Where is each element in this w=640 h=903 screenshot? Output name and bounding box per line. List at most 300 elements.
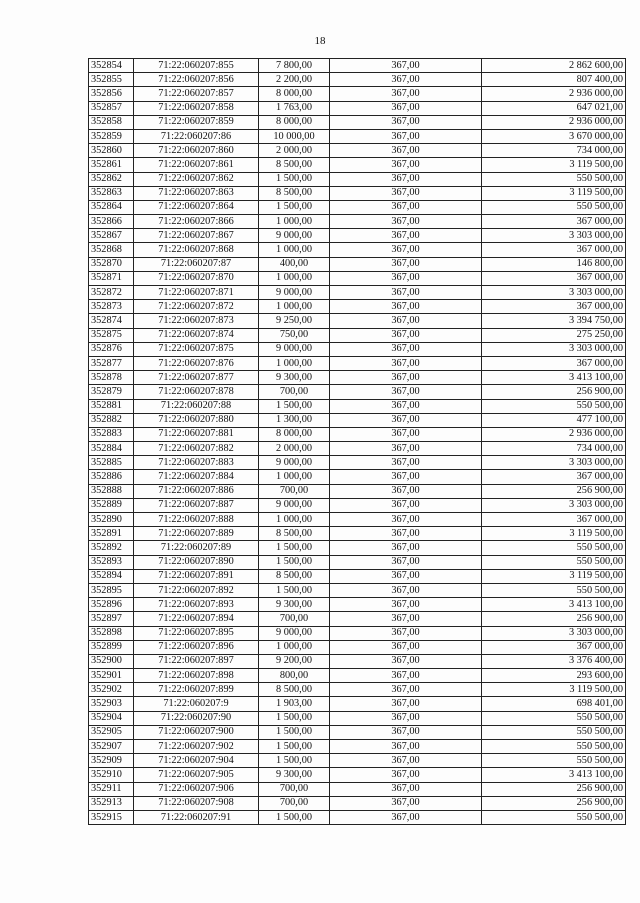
unit-value-cell: 367,00 bbox=[330, 697, 482, 711]
area-cell: 1 000,00 bbox=[259, 470, 330, 484]
unit-value-cell: 367,00 bbox=[330, 711, 482, 725]
record-number-cell: 352864 bbox=[89, 200, 134, 214]
area-cell: 1 500,00 bbox=[259, 399, 330, 413]
record-number-cell: 352885 bbox=[89, 456, 134, 470]
area-cell: 8 000,00 bbox=[259, 427, 330, 441]
record-number-cell: 352861 bbox=[89, 158, 134, 172]
page-number: 18 bbox=[314, 35, 326, 47]
cadastral-value-cell: 2 936 000,00 bbox=[482, 115, 626, 129]
area-cell: 9 000,00 bbox=[259, 456, 330, 470]
cadastral-value-cell: 293 600,00 bbox=[482, 669, 626, 683]
record-number-cell: 352870 bbox=[89, 257, 134, 271]
cadastral-number-cell: 71:22:060207:873 bbox=[134, 314, 259, 328]
area-cell: 8 500,00 bbox=[259, 683, 330, 697]
record-number-cell: 352856 bbox=[89, 87, 134, 101]
cadastral-value-cell: 256 900,00 bbox=[482, 796, 626, 810]
record-number-cell: 352888 bbox=[89, 484, 134, 498]
area-cell: 1 500,00 bbox=[259, 583, 330, 597]
cadastral-number-cell: 71:22:060207:902 bbox=[134, 740, 259, 754]
cadastral-value-cell: 256 900,00 bbox=[482, 612, 626, 626]
cadastral-number-cell: 71:22:060207:893 bbox=[134, 598, 259, 612]
table-row bbox=[89, 87, 626, 101]
cadastral-value-cell: 3 119 500,00 bbox=[482, 186, 626, 200]
record-number-cell: 352897 bbox=[89, 612, 134, 626]
cadastral-value-cell: 367 000,00 bbox=[482, 640, 626, 654]
area-cell: 400,00 bbox=[259, 257, 330, 271]
cadastral-value-cell: 550 500,00 bbox=[482, 711, 626, 725]
area-cell: 2 000,00 bbox=[259, 144, 330, 158]
record-number-cell: 352881 bbox=[89, 399, 134, 413]
unit-value-cell: 367,00 bbox=[330, 654, 482, 668]
table-row bbox=[89, 470, 626, 484]
unit-value-cell: 367,00 bbox=[330, 427, 482, 441]
table-row bbox=[89, 654, 626, 668]
record-number-cell: 352886 bbox=[89, 470, 134, 484]
record-number-cell: 352889 bbox=[89, 498, 134, 512]
record-number-cell: 352900 bbox=[89, 654, 134, 668]
unit-value-cell: 367,00 bbox=[330, 129, 482, 143]
unit-value-cell: 367,00 bbox=[330, 101, 482, 115]
record-number-cell: 352876 bbox=[89, 342, 134, 356]
unit-value-cell: 367,00 bbox=[330, 768, 482, 782]
table-row bbox=[89, 399, 626, 413]
record-number-cell: 352898 bbox=[89, 626, 134, 640]
table-row bbox=[89, 513, 626, 527]
cadastral-value-cell: 550 500,00 bbox=[482, 555, 626, 569]
record-number-cell: 352901 bbox=[89, 669, 134, 683]
table-row bbox=[89, 484, 626, 498]
unit-value-cell: 367,00 bbox=[330, 484, 482, 498]
cadastral-value-cell: 2 936 000,00 bbox=[482, 87, 626, 101]
cadastral-value-cell: 367 000,00 bbox=[482, 300, 626, 314]
table-row bbox=[89, 555, 626, 569]
cadastral-number-cell: 71:22:060207:872 bbox=[134, 300, 259, 314]
unit-value-cell: 367,00 bbox=[330, 640, 482, 654]
area-cell: 9 000,00 bbox=[259, 342, 330, 356]
cadastral-value-cell: 367 000,00 bbox=[482, 271, 626, 285]
cadastral-number-cell: 71:22:060207:905 bbox=[134, 768, 259, 782]
table-row bbox=[89, 442, 626, 456]
cadastral-number-cell: 71:22:060207:88 bbox=[134, 399, 259, 413]
area-cell: 800,00 bbox=[259, 669, 330, 683]
area-cell: 1 500,00 bbox=[259, 555, 330, 569]
record-number-cell: 352868 bbox=[89, 243, 134, 257]
record-number-cell: 352857 bbox=[89, 101, 134, 115]
area-cell: 1 763,00 bbox=[259, 101, 330, 115]
unit-value-cell: 367,00 bbox=[330, 626, 482, 640]
cadastral-value-cell: 734 000,00 bbox=[482, 144, 626, 158]
record-number-cell: 352875 bbox=[89, 328, 134, 342]
unit-value-cell: 367,00 bbox=[330, 186, 482, 200]
cadastral-value-cell: 3 119 500,00 bbox=[482, 569, 626, 583]
table-row bbox=[89, 697, 626, 711]
cadastral-number-cell: 71:22:060207:897 bbox=[134, 654, 259, 668]
unit-value-cell: 367,00 bbox=[330, 498, 482, 512]
unit-value-cell: 367,00 bbox=[330, 385, 482, 399]
cadastral-number-cell: 71:22:060207:86 bbox=[134, 129, 259, 143]
table-row bbox=[89, 683, 626, 697]
area-cell: 700,00 bbox=[259, 484, 330, 498]
cadastral-value-cell: 3 303 000,00 bbox=[482, 286, 626, 300]
unit-value-cell: 367,00 bbox=[330, 669, 482, 683]
area-cell: 1 500,00 bbox=[259, 172, 330, 186]
record-number-cell: 352854 bbox=[89, 59, 134, 73]
cadastral-number-cell: 71:22:060207:895 bbox=[134, 626, 259, 640]
table-row bbox=[89, 782, 626, 796]
record-number-cell: 352879 bbox=[89, 385, 134, 399]
unit-value-cell: 367,00 bbox=[330, 541, 482, 555]
cadastral-number-cell: 71:22:060207:861 bbox=[134, 158, 259, 172]
cadastral-number-cell: 71:22:060207:887 bbox=[134, 498, 259, 512]
area-cell: 1 000,00 bbox=[259, 356, 330, 370]
cadastral-value-cell: 256 900,00 bbox=[482, 385, 626, 399]
cadastral-number-cell: 71:22:060207:894 bbox=[134, 612, 259, 626]
unit-value-cell: 367,00 bbox=[330, 583, 482, 597]
cadastral-value-cell: 3 670 000,00 bbox=[482, 129, 626, 143]
record-number-cell: 352858 bbox=[89, 115, 134, 129]
unit-value-cell: 367,00 bbox=[330, 683, 482, 697]
unit-value-cell: 367,00 bbox=[330, 456, 482, 470]
record-number-cell: 352873 bbox=[89, 300, 134, 314]
area-cell: 9 000,00 bbox=[259, 626, 330, 640]
unit-value-cell: 367,00 bbox=[330, 356, 482, 370]
record-number-cell: 352882 bbox=[89, 413, 134, 427]
area-cell: 8 500,00 bbox=[259, 158, 330, 172]
cadastral-number-cell: 71:22:060207:886 bbox=[134, 484, 259, 498]
area-cell: 9 000,00 bbox=[259, 286, 330, 300]
record-number-cell: 352867 bbox=[89, 229, 134, 243]
cadastral-value-cell: 3 119 500,00 bbox=[482, 683, 626, 697]
area-cell: 1 500,00 bbox=[259, 754, 330, 768]
unit-value-cell: 367,00 bbox=[330, 229, 482, 243]
cadastral-value-cell: 647 021,00 bbox=[482, 101, 626, 115]
table-row bbox=[89, 172, 626, 186]
cadastral-value-cell: 734 000,00 bbox=[482, 442, 626, 456]
table-row bbox=[89, 598, 626, 612]
cadastral-number-cell: 71:22:060207:880 bbox=[134, 413, 259, 427]
cadastral-number-cell: 71:22:060207:906 bbox=[134, 782, 259, 796]
area-cell: 700,00 bbox=[259, 796, 330, 810]
cadastral-value-cell: 807 400,00 bbox=[482, 73, 626, 87]
record-number-cell: 352883 bbox=[89, 427, 134, 441]
unit-value-cell: 367,00 bbox=[330, 470, 482, 484]
table-row bbox=[89, 768, 626, 782]
unit-value-cell: 367,00 bbox=[330, 796, 482, 810]
table-row bbox=[89, 413, 626, 427]
cadastral-value-cell: 367 000,00 bbox=[482, 470, 626, 484]
unit-value-cell: 367,00 bbox=[330, 328, 482, 342]
cadastral-value-cell: 3 376 400,00 bbox=[482, 654, 626, 668]
cadastral-number-cell: 71:22:060207:896 bbox=[134, 640, 259, 654]
table-row bbox=[89, 229, 626, 243]
cadastral-number-cell: 71:22:060207:889 bbox=[134, 527, 259, 541]
table-row bbox=[89, 527, 626, 541]
cadastral-number-cell: 71:22:060207:868 bbox=[134, 243, 259, 257]
unit-value-cell: 367,00 bbox=[330, 555, 482, 569]
cadastral-number-cell: 71:22:060207:908 bbox=[134, 796, 259, 810]
unit-value-cell: 367,00 bbox=[330, 725, 482, 739]
area-cell: 750,00 bbox=[259, 328, 330, 342]
cadastral-number-cell: 71:22:060207:857 bbox=[134, 87, 259, 101]
table-row bbox=[89, 243, 626, 257]
area-cell: 8 500,00 bbox=[259, 527, 330, 541]
area-cell: 1 500,00 bbox=[259, 740, 330, 754]
area-cell: 9 250,00 bbox=[259, 314, 330, 328]
cadastral-value-cell: 698 401,00 bbox=[482, 697, 626, 711]
area-cell: 700,00 bbox=[259, 782, 330, 796]
cadastral-value-cell: 3 413 100,00 bbox=[482, 598, 626, 612]
cadastral-value-cell: 367 000,00 bbox=[482, 243, 626, 257]
table-row bbox=[89, 626, 626, 640]
area-cell: 1 500,00 bbox=[259, 725, 330, 739]
cadastral-number-cell: 71:22:060207:856 bbox=[134, 73, 259, 87]
cadastral-value-cell: 2 936 000,00 bbox=[482, 427, 626, 441]
unit-value-cell: 367,00 bbox=[330, 115, 482, 129]
cadastral-value-cell: 3 303 000,00 bbox=[482, 229, 626, 243]
cadastral-number-cell: 71:22:060207:860 bbox=[134, 144, 259, 158]
cadastral-value-cell: 550 500,00 bbox=[482, 399, 626, 413]
area-cell: 8 500,00 bbox=[259, 186, 330, 200]
record-number-cell: 352907 bbox=[89, 740, 134, 754]
table-row bbox=[89, 725, 626, 739]
table-row bbox=[89, 215, 626, 229]
area-cell: 1 500,00 bbox=[259, 200, 330, 214]
table-row bbox=[89, 754, 626, 768]
cadastral-number-cell: 71:22:060207:876 bbox=[134, 356, 259, 370]
unit-value-cell: 367,00 bbox=[330, 286, 482, 300]
record-number-cell: 352859 bbox=[89, 129, 134, 143]
unit-value-cell: 367,00 bbox=[330, 87, 482, 101]
area-cell: 2 200,00 bbox=[259, 73, 330, 87]
table-body bbox=[89, 59, 626, 825]
cadastral-number-cell: 71:22:060207:87 bbox=[134, 257, 259, 271]
unit-value-cell: 367,00 bbox=[330, 569, 482, 583]
unit-value-cell: 367,00 bbox=[330, 200, 482, 214]
record-number-cell: 352891 bbox=[89, 527, 134, 541]
cadastral-value-cell: 367 000,00 bbox=[482, 356, 626, 370]
area-cell: 1 500,00 bbox=[259, 711, 330, 725]
table-row bbox=[89, 640, 626, 654]
table-row bbox=[89, 257, 626, 271]
table-row bbox=[89, 158, 626, 172]
cadastral-value-cell: 3 303 000,00 bbox=[482, 342, 626, 356]
cadastral-value-cell: 550 500,00 bbox=[482, 583, 626, 597]
area-cell: 1 000,00 bbox=[259, 215, 330, 229]
area-cell: 9 300,00 bbox=[259, 598, 330, 612]
cadastral-number-cell: 71:22:060207:877 bbox=[134, 371, 259, 385]
cadastral-value-cell: 3 119 500,00 bbox=[482, 527, 626, 541]
cadastral-number-cell: 71:22:060207:878 bbox=[134, 385, 259, 399]
table-row bbox=[89, 328, 626, 342]
record-number-cell: 352895 bbox=[89, 583, 134, 597]
record-number-cell: 352899 bbox=[89, 640, 134, 654]
area-cell: 10 000,00 bbox=[259, 129, 330, 143]
record-number-cell: 352862 bbox=[89, 172, 134, 186]
table-row bbox=[89, 300, 626, 314]
record-number-cell: 352871 bbox=[89, 271, 134, 285]
unit-value-cell: 367,00 bbox=[330, 612, 482, 626]
unit-value-cell: 367,00 bbox=[330, 144, 482, 158]
table-row bbox=[89, 73, 626, 87]
cadastral-number-cell: 71:22:060207:884 bbox=[134, 470, 259, 484]
record-number-cell: 352892 bbox=[89, 541, 134, 555]
area-cell: 700,00 bbox=[259, 385, 330, 399]
table-row bbox=[89, 342, 626, 356]
table-row bbox=[89, 271, 626, 285]
cadastral-number-cell: 71:22:060207:870 bbox=[134, 271, 259, 285]
cadastral-number-cell: 71:22:060207:867 bbox=[134, 229, 259, 243]
cadastral-number-cell: 71:22:060207:866 bbox=[134, 215, 259, 229]
table-row bbox=[89, 385, 626, 399]
record-number-cell: 352863 bbox=[89, 186, 134, 200]
record-number-cell: 352896 bbox=[89, 598, 134, 612]
cadastral-value-cell: 256 900,00 bbox=[482, 484, 626, 498]
area-cell: 9 000,00 bbox=[259, 229, 330, 243]
record-number-cell: 352902 bbox=[89, 683, 134, 697]
record-number-cell: 352915 bbox=[89, 810, 134, 824]
area-cell: 1 000,00 bbox=[259, 271, 330, 285]
cadastral-value-cell: 550 500,00 bbox=[482, 810, 626, 824]
area-cell: 1 000,00 bbox=[259, 300, 330, 314]
table-row bbox=[89, 669, 626, 683]
table-row bbox=[89, 356, 626, 370]
record-number-cell: 352874 bbox=[89, 314, 134, 328]
area-cell: 9 300,00 bbox=[259, 371, 330, 385]
table-row bbox=[89, 371, 626, 385]
record-number-cell: 352903 bbox=[89, 697, 134, 711]
record-number-cell: 352910 bbox=[89, 768, 134, 782]
unit-value-cell: 367,00 bbox=[330, 257, 482, 271]
unit-value-cell: 367,00 bbox=[330, 172, 482, 186]
cadastral-value-cell: 3 413 100,00 bbox=[482, 768, 626, 782]
cadastral-value-cell: 146 800,00 bbox=[482, 257, 626, 271]
unit-value-cell: 367,00 bbox=[330, 243, 482, 257]
cadastral-value-cell: 550 500,00 bbox=[482, 725, 626, 739]
table-row bbox=[89, 115, 626, 129]
cadastral-number-cell: 71:22:060207:904 bbox=[134, 754, 259, 768]
cadastral-number-cell: 71:22:060207:899 bbox=[134, 683, 259, 697]
cadastral-value-cell: 3 413 100,00 bbox=[482, 371, 626, 385]
cadastral-number-cell: 71:22:060207:882 bbox=[134, 442, 259, 456]
cadastral-number-cell: 71:22:060207:871 bbox=[134, 286, 259, 300]
area-cell: 9 200,00 bbox=[259, 654, 330, 668]
cadastral-number-cell: 71:22:060207:898 bbox=[134, 669, 259, 683]
area-cell: 7 800,00 bbox=[259, 59, 330, 73]
record-number-cell: 352893 bbox=[89, 555, 134, 569]
cadastral-value-cell: 367 000,00 bbox=[482, 513, 626, 527]
cadastral-number-cell: 71:22:060207:890 bbox=[134, 555, 259, 569]
unit-value-cell: 367,00 bbox=[330, 59, 482, 73]
area-cell: 8 000,00 bbox=[259, 87, 330, 101]
unit-value-cell: 367,00 bbox=[330, 314, 482, 328]
record-number-cell: 352905 bbox=[89, 725, 134, 739]
record-number-cell: 352911 bbox=[89, 782, 134, 796]
table-row bbox=[89, 796, 626, 810]
cadastral-number-cell: 71:22:060207:9 bbox=[134, 697, 259, 711]
unit-value-cell: 367,00 bbox=[330, 442, 482, 456]
table-row bbox=[89, 740, 626, 754]
table-row bbox=[89, 810, 626, 824]
unit-value-cell: 367,00 bbox=[330, 399, 482, 413]
table-row bbox=[89, 129, 626, 143]
cadastral-value-cell: 550 500,00 bbox=[482, 740, 626, 754]
cadastral-number-cell: 71:22:060207:855 bbox=[134, 59, 259, 73]
cadastral-value-cell: 3 394 750,00 bbox=[482, 314, 626, 328]
cadastral-number-cell: 71:22:060207:859 bbox=[134, 115, 259, 129]
unit-value-cell: 367,00 bbox=[330, 598, 482, 612]
table-row bbox=[89, 541, 626, 555]
cadastral-number-cell: 71:22:060207:881 bbox=[134, 427, 259, 441]
cadastral-value-cell: 3 303 000,00 bbox=[482, 498, 626, 512]
record-number-cell: 352866 bbox=[89, 215, 134, 229]
cadastral-value-cell: 275 250,00 bbox=[482, 328, 626, 342]
cadastral-value-cell: 256 900,00 bbox=[482, 782, 626, 796]
unit-value-cell: 367,00 bbox=[330, 740, 482, 754]
record-number-cell: 352884 bbox=[89, 442, 134, 456]
table-row bbox=[89, 612, 626, 626]
record-number-cell: 352872 bbox=[89, 286, 134, 300]
cadastral-value-cell: 3 303 000,00 bbox=[482, 456, 626, 470]
area-cell: 9 000,00 bbox=[259, 498, 330, 512]
cadastral-number-cell: 71:22:060207:863 bbox=[134, 186, 259, 200]
cadastral-number-cell: 71:22:060207:891 bbox=[134, 569, 259, 583]
cadastral-number-cell: 71:22:060207:90 bbox=[134, 711, 259, 725]
table-row bbox=[89, 59, 626, 73]
record-number-cell: 352909 bbox=[89, 754, 134, 768]
area-cell: 1 300,00 bbox=[259, 413, 330, 427]
unit-value-cell: 367,00 bbox=[330, 158, 482, 172]
cadastral-number-cell: 71:22:060207:862 bbox=[134, 172, 259, 186]
cadastral-number-cell: 71:22:060207:91 bbox=[134, 810, 259, 824]
unit-value-cell: 367,00 bbox=[330, 215, 482, 229]
cadastral-number-cell: 71:22:060207:858 bbox=[134, 101, 259, 115]
cadastral-value-cell: 550 500,00 bbox=[482, 754, 626, 768]
record-number-cell: 352878 bbox=[89, 371, 134, 385]
cadastral-value-table bbox=[88, 58, 626, 825]
cadastral-value-cell: 3 303 000,00 bbox=[482, 626, 626, 640]
cadastral-value-cell: 550 500,00 bbox=[482, 172, 626, 186]
table-row bbox=[89, 456, 626, 470]
area-cell: 9 300,00 bbox=[259, 768, 330, 782]
cadastral-number-cell: 71:22:060207:875 bbox=[134, 342, 259, 356]
area-cell: 1 000,00 bbox=[259, 640, 330, 654]
area-cell: 8 000,00 bbox=[259, 115, 330, 129]
table-row bbox=[89, 498, 626, 512]
record-number-cell: 352860 bbox=[89, 144, 134, 158]
record-number-cell: 352890 bbox=[89, 513, 134, 527]
area-cell: 1 000,00 bbox=[259, 243, 330, 257]
unit-value-cell: 367,00 bbox=[330, 810, 482, 824]
cadastral-value-cell: 550 500,00 bbox=[482, 200, 626, 214]
area-cell: 1 903,00 bbox=[259, 697, 330, 711]
cadastral-value-cell: 3 119 500,00 bbox=[482, 158, 626, 172]
area-cell: 1 500,00 bbox=[259, 541, 330, 555]
cadastral-number-cell: 71:22:060207:874 bbox=[134, 328, 259, 342]
unit-value-cell: 367,00 bbox=[330, 513, 482, 527]
area-cell: 1 500,00 bbox=[259, 810, 330, 824]
cadastral-number-cell: 71:22:060207:900 bbox=[134, 725, 259, 739]
record-number-cell: 352913 bbox=[89, 796, 134, 810]
area-cell: 2 000,00 bbox=[259, 442, 330, 456]
unit-value-cell: 367,00 bbox=[330, 271, 482, 285]
cadastral-number-cell: 71:22:060207:864 bbox=[134, 200, 259, 214]
table-row bbox=[89, 101, 626, 115]
table-row bbox=[89, 286, 626, 300]
cadastral-value-cell: 477 100,00 bbox=[482, 413, 626, 427]
cadastral-value-cell: 367 000,00 bbox=[482, 215, 626, 229]
table-row bbox=[89, 186, 626, 200]
table-row bbox=[89, 427, 626, 441]
